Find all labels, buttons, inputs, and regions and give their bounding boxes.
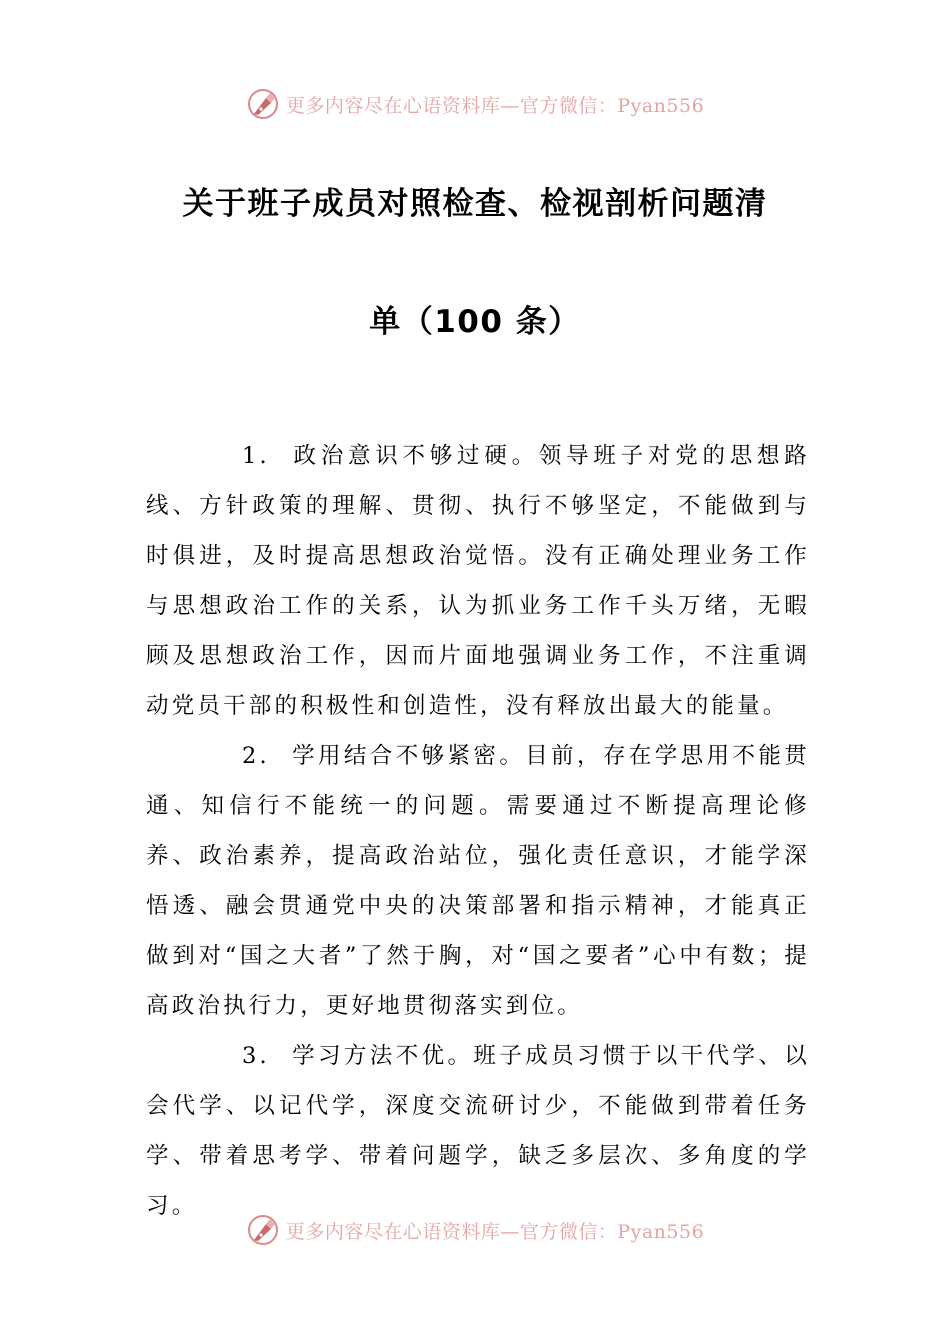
item-text: 学用结合不够紧密。目前，存在学思用不能贯通、知信行不能统一的问题。需要通过不断提高理论修养、政治素养，提高政治站位，强化责任意识，才能学深悟透、融会贯通党中央的决策部署和指示精神，才能真正做到对“国之大者”了然于胸，对“国之要者”心中有数；提高政治执行力，更好地贯彻落实到位。 — [146, 743, 810, 1019]
document-body — [146, 431, 810, 1231]
item-text: 学习方法不优。班子成员习惯于以干代学、以会代学、以记代学，深度交流研讨少，不能做到带着任务学、带着思考学、带着问题学，缺乏多层次、多角度的学习。 — [146, 1043, 810, 1219]
watermark-text: 更多内容尽在心语资料库—官方微信：Pyan556 — [285, 94, 705, 117]
pen-nib-logo-icon — [246, 1213, 280, 1247]
list-item — [146, 1031, 810, 1231]
document-title-line-1: 关于班子成员对照检查、检视剖析问题清 — [182, 186, 768, 222]
footer-watermark — [0, 1210, 950, 1250]
item-text: 政治意识不够过硬。领导班子对党的思想路线、方针政策的理解、贯彻、执行不够坚定，不能做到与时俱进，及时提高思想政治觉悟。没有正确处理业务工作与思想政治工作的关系，认为抓业务工作千头万绪，无暇顾及思想政治工作，因而片面地强调业务工作，不注重调动党员干部的积极性和创造性，没有释放出最大的能量。 — [146, 443, 810, 719]
item-number: 1. — [242, 443, 270, 469]
list-item — [146, 431, 810, 731]
header-watermark — [0, 84, 950, 124]
item-number: 3. — [242, 1043, 270, 1069]
item-number: 2. — [242, 743, 270, 769]
pen-nib-logo-icon — [246, 87, 280, 121]
watermark-text: 更多内容尽在心语资料库—官方微信：Pyan556 — [285, 1220, 705, 1243]
list-item — [146, 731, 810, 1031]
document-title-line-2: 单（100 条） — [369, 304, 581, 340]
